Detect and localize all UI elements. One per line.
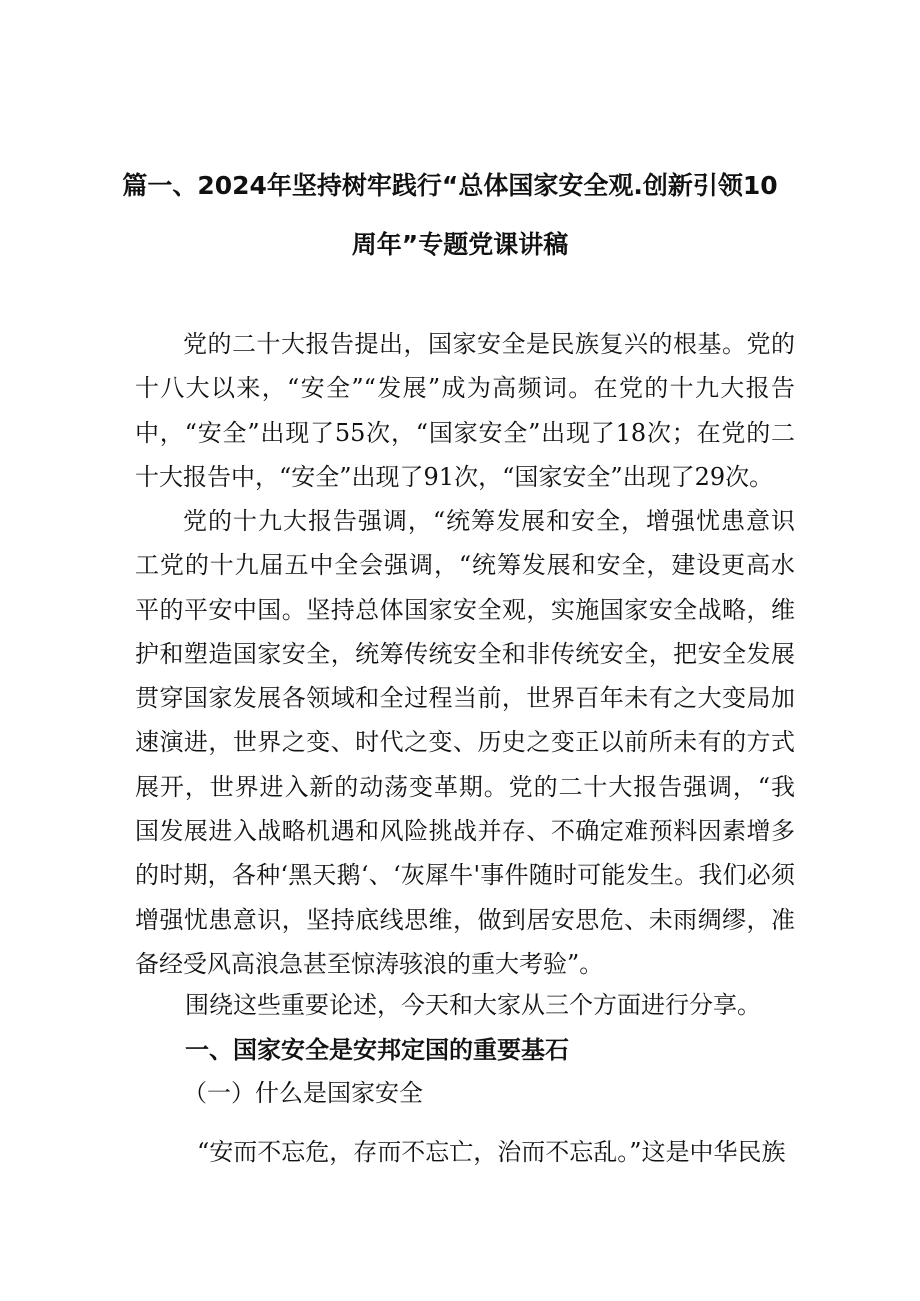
document-title-line-2: 周年”专题党课讲稿	[351, 230, 569, 259]
paragraph-3: 围绕这些重要论述，今天和大家从三个方面进行分享。	[185, 991, 761, 1019]
section-heading: 一、国家安全是安邦定国的重要基石	[185, 1036, 569, 1064]
paragraph-4: “安而不忘危，存而不忘亡，治而不忘乱。”这是中华民族	[197, 1138, 786, 1166]
paragraph-2: 党的十九大报告强调，“统筹发展和安全，增强忧患意识工党的十九届五中全会强调，“统筹发展和安全，建设更高水平的平安中国。坚持总体国家安全观，实施国家安全战略，维护和塑造国家安全，统筹传统安全和非传统安全，把安全发展贯穿国家发展各领域和全过程当前，世界百年未有之大变局加速演进，世界之变、时代之变、历史之变正以前所未有的方式展开，世界进入新的动荡变革期。党的二十大报告强调，“我国发展进入战略机遇和风险挑战并存、不确定难预料因素增多的时期，各种‘黑天鹅‘、‘灰犀牛'事件随时可能发生。我们必须增强忧患意识，坚持底线思维，做到居安思危、未雨绸缪，准备经受风高浪急甚至惊涛骇浪的重大考验”。	[135, 507, 795, 978]
document-title-line-1: 篇一、2024年坚持树牢践行“总体国家安全观.创新引领10	[122, 171, 778, 200]
subsection-heading: （一）什么是国家安全	[183, 1079, 423, 1107]
paragraph-1: 党的二十大报告提出，国家安全是民族复兴的根基。党的十八大以来，“安全”“发展”成为高频词。在党的十九大报告中，“安全”出现了55次，“国家安全”出现了18次；在党的二十大报告中，“安全”出现了91次，“国家安全”出现了29次。	[135, 330, 795, 491]
